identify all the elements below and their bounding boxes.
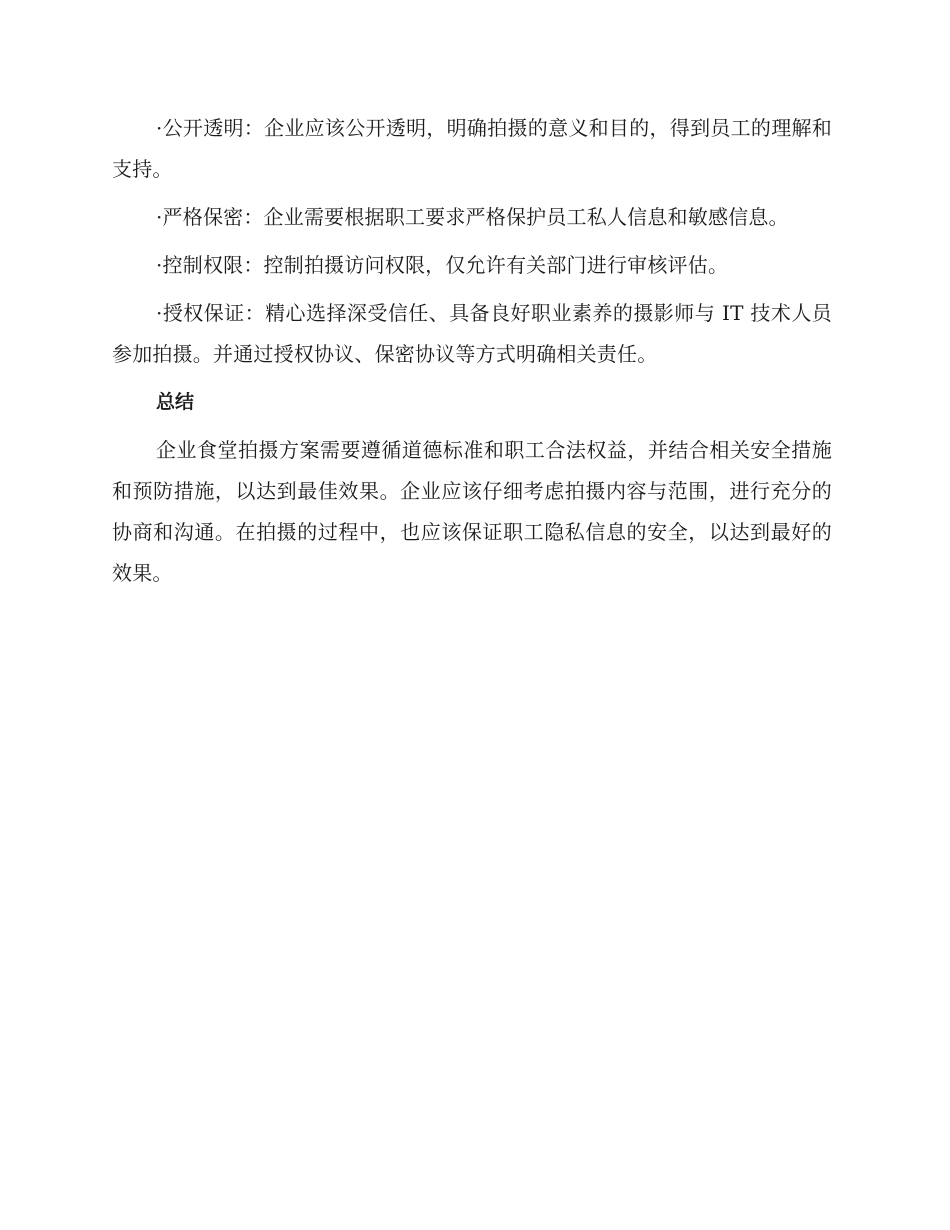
summary-paragraph: 企业食堂拍摄方案需要遵循道德标准和职工合法权益，并结合相关安全措施和预防措施，以达到最佳效果。企业应该仔细考虑拍摄内容与范围，进行充分的协商和沟通。在拍摄的过程中，也应该保证职工隐私信息的安全，以达到最好的效果。 [112, 438, 832, 585]
document-page [112, 108, 832, 594]
bullet-transparency: ·公开透明：企业应该公开透明，明确拍摄的意义和目的，得到员工的理解和支持。 [112, 116, 832, 181]
bullet-confidentiality: ·严格保密：企业需要根据职工要求严格保护员工私人信息和敏感信息。 [156, 205, 789, 229]
section-heading-summary: 总结 [156, 391, 195, 413]
bullet-authorization: ·授权保证：精心选择深受信任、具备良好职业素养的摄影师与 IT 技术人员参加拍摄。并通过授权协议、保密协议等方式明确相关责任。 [112, 301, 832, 366]
bullet-access-control: ·控制权限：控制拍摄访问权限，仅允许有关部门进行审核评估。 [156, 253, 729, 277]
